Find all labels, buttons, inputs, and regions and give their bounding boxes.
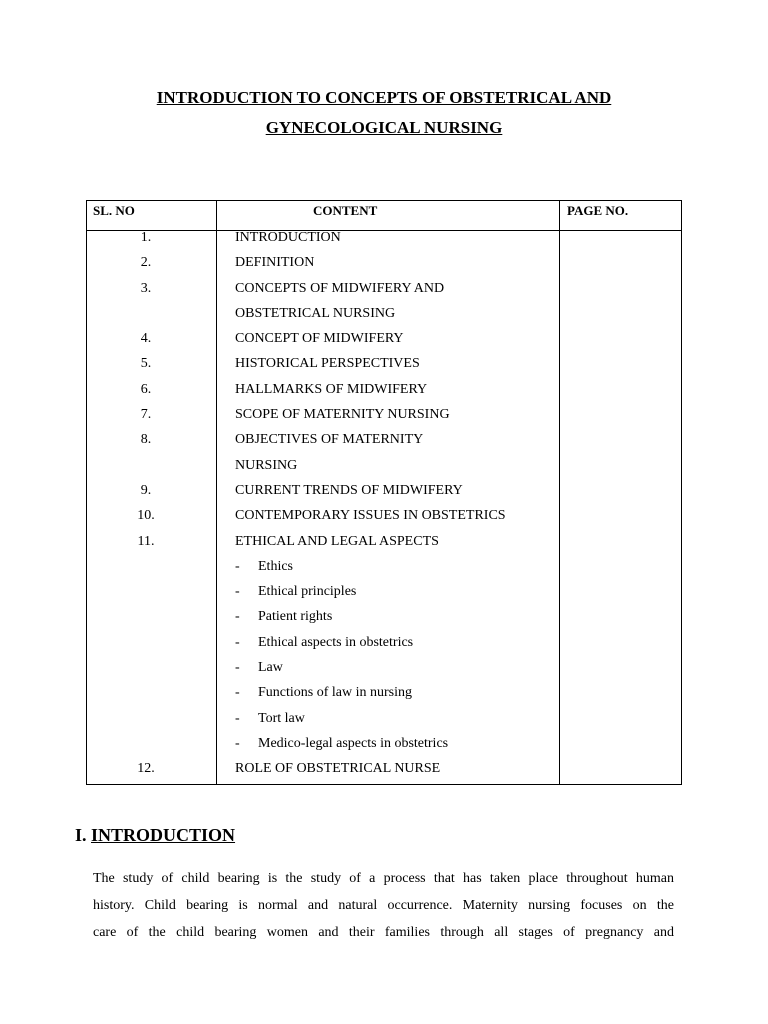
toc-row-text: OBJECTIVES OF MATERNITY (235, 432, 424, 448)
toc-row (87, 230, 681, 255)
toc-row (87, 382, 681, 407)
toc-row-text: CURRENT TRENDS OF MIDWIFERY (235, 482, 463, 498)
document-title-line-1: INTRODUCTION TO CONCEPTS OF OBSTETRICAL AND (156, 88, 612, 107)
toc-row-text: CONCEPT OF MIDWIFERY (235, 331, 404, 347)
toc-row-text: ETHICAL AND LEGAL ASPECTS (235, 533, 439, 549)
toc-row (87, 508, 681, 533)
toc-row-number: 1. (140, 230, 152, 245)
toc-bullet-dash: - (235, 634, 240, 650)
toc-row-text: Ethical aspects in obstetrics (258, 634, 414, 650)
toc-row (87, 534, 681, 559)
toc-row (87, 660, 681, 685)
toc-row-text: DEFINITION (235, 255, 315, 271)
toc-row (87, 761, 681, 786)
toc-row-number: 8. (140, 432, 152, 448)
header-page-no: PAGE NO. (567, 203, 629, 218)
toc-row (87, 306, 681, 331)
toc-row-text: Medico-legal aspects in obstetrics (258, 735, 449, 751)
paragraph-line: The study of child bearing is the study of a process that has taken place throughout human (93, 871, 674, 886)
toc-row-number: 10. (137, 508, 155, 524)
toc-row-text: Patient rights (258, 609, 333, 625)
paragraph-line: history. Child bearing is normal and natural occurrence. Maternity nursing focuses on the (93, 898, 674, 913)
body-paragraph (93, 865, 674, 946)
toc-row-text: CONTEMPORARY ISSUES IN OBSTETRICS (235, 508, 506, 524)
toc-row-text: SCOPE OF MATERNITY NURSING (235, 407, 450, 423)
toc-row-text: Ethics (258, 558, 293, 574)
toc-row-text: Functions of law in nursing (258, 685, 412, 701)
toc-row-number: 12. (137, 761, 155, 777)
toc-row (87, 635, 681, 660)
toc-row-number: 5. (140, 356, 152, 372)
toc-bullet-dash: - (235, 584, 240, 600)
header-content: CONTENT (313, 203, 378, 218)
toc-row-text: Ethical principles (258, 584, 357, 600)
toc-row (87, 458, 681, 483)
toc-row (87, 255, 681, 280)
toc-bullet-dash: - (235, 685, 240, 701)
toc-row-text: Tort law (258, 710, 305, 726)
toc-row-number: 7. (140, 407, 152, 423)
toc-row-text: OBSTETRICAL NURSING (235, 305, 396, 321)
toc-row-text: HISTORICAL PERSPECTIVES (235, 356, 420, 372)
toc-bullet-dash: - (235, 558, 240, 574)
toc-row-number: 2. (140, 255, 152, 271)
contents-table (86, 200, 682, 785)
section-heading (75, 825, 235, 846)
toc-row-number: 4. (140, 331, 152, 347)
toc-row (87, 559, 681, 584)
toc-row (87, 331, 681, 356)
section-title: INTRODUCTION (91, 825, 236, 845)
toc-row-number: 6. (140, 381, 152, 397)
toc-row-number: 3. (140, 280, 152, 296)
toc-row-number: 11. (137, 533, 155, 549)
toc-row (87, 432, 681, 457)
toc-row (87, 483, 681, 508)
section-number: I. (75, 825, 92, 845)
toc-row-text: INTRODUCTION (235, 230, 341, 245)
toc-row (87, 356, 681, 381)
document-title-line-2: GYNECOLOGICAL NURSING (265, 118, 503, 137)
toc-row-text: Law (258, 660, 283, 676)
toc-row-text: CONCEPTS OF MIDWIFERY AND (235, 280, 445, 296)
toc-bullet-dash: - (235, 710, 240, 726)
toc-bullet-dash: - (235, 735, 240, 751)
toc-row-number: 9. (140, 482, 152, 498)
toc-row (87, 685, 681, 710)
paragraph-line: care of the child bearing women and their families through all stages of pregnancy and (93, 925, 674, 940)
toc-row (87, 584, 681, 609)
toc-bullet-dash: - (235, 609, 240, 625)
toc-row-text: NURSING (235, 457, 298, 473)
toc-row (87, 711, 681, 736)
toc-row (87, 281, 681, 306)
contents-rows (87, 230, 681, 787)
toc-row-text: HALLMARKS OF MIDWIFERY (235, 381, 428, 397)
toc-row (87, 736, 681, 761)
toc-bullet-dash: - (235, 660, 240, 676)
header-sl-no: SL. NO (93, 203, 135, 218)
toc-row-text: ROLE OF OBSTETRICAL NURSE (235, 761, 441, 777)
toc-row (87, 407, 681, 432)
toc-row (87, 609, 681, 634)
